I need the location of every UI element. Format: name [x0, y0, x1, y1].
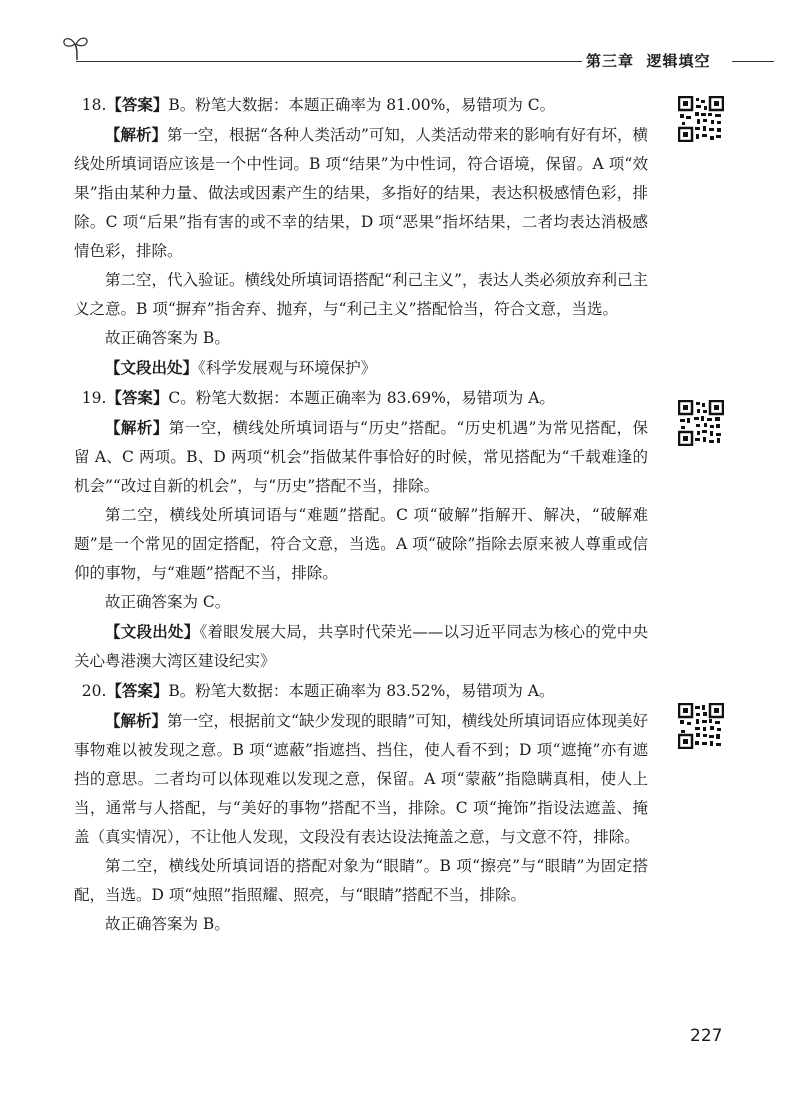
q18-conclusion: 故正确答案为 B。	[105, 329, 230, 347]
header-rule	[76, 61, 582, 62]
qr-code-icon[interactable]	[678, 703, 724, 749]
q20-analysis-tag: 【解析】	[105, 711, 168, 730]
q19-answer-text: C。粉笔大数据：本题正确率为 83.69%，易错项为 A。	[168, 389, 555, 407]
q18-second-blank: 第二空，代入验证。横线处所填词语搭配“利己主义”，表达人类必须放弃利己主义之意。B 项“摒弃”指舍弃、抛弃，与“利己主义”搭配恰当，符合文意，当选。	[74, 271, 648, 318]
q18-source-text: 《科学发展观与环境保护》	[198, 359, 377, 377]
q19-answer-line	[74, 383, 648, 413]
q18-analysis	[74, 120, 648, 266]
chapter-label: 第三章	[586, 52, 635, 70]
qr-code-icon[interactable]	[678, 400, 724, 446]
q20-answer-line	[74, 676, 648, 706]
q18-analysis-text: 第一空，根据“各种人类活动”可知，人类活动带来的影响有好有坏，横线处所填词语应该是一个中性词。B 项“结果”为中性词，符合语境，保留。A 项“效果”指由某种力量、做法或因素产生的结果，多指好的结果，表达积极感情色彩，排除。C 项“后果”指有害的或不幸的结果，D 项“恶果”指坏结果，二者均表达消极感情色彩，排除。	[74, 126, 648, 260]
header-rule-right	[732, 61, 774, 62]
q18-source-tag: 【文段出处】	[105, 358, 199, 377]
q19-second-blank: 第二空，横线处所填词语与“难题”搭配。C 项“破解”指解开、解决，“破解难题”是一个常见的固定搭配，符合文意，当选。A 项“破除”指除去原来被人尊重或信仰的事物，与“难题”搭配不当，排除。	[74, 506, 648, 582]
running-head	[586, 50, 710, 71]
q19-source	[74, 617, 648, 676]
q20-answer-text: B。粉笔大数据：本题正确率为 83.52%，易错项为 A。	[168, 682, 555, 700]
q20-analysis	[74, 706, 648, 852]
q18-answer-line	[74, 90, 648, 120]
section-label: 逻辑填空	[646, 52, 711, 70]
q19-source-tag: 【文段出处】	[105, 622, 200, 641]
q20-analysis-text: 第一空，根据前文“缺少发现的眼睛”可知，横线处所填词语应体现美好事物难以被发现之意。B 项“遮蔽”指遮挡、挡住，使人看不到；D 项“遮掩”亦有遮挡的意思。二者均可以体现难以发现之意，保留。A 项“蒙蔽”指隐瞒真相，使人上当，通常与人搭配，与“美好的事物”搭配不当，排除。C 项“掩饰”指设法遮盖、掩盖（真实情况），不让他人发现，文段没有表达设法掩盖之意，与文意不符，排除。	[74, 712, 648, 846]
q18-analysis-tag: 【解析】	[105, 125, 168, 144]
q20-answer-tag: 【答案】	[106, 681, 169, 700]
page-content	[74, 90, 648, 939]
qr-code-icon[interactable]	[678, 96, 724, 142]
leaf-sprout-icon	[60, 32, 94, 62]
q18-answer-tag: 【答案】	[106, 95, 169, 114]
q18-source	[74, 353, 648, 383]
q20-number: 20.	[81, 682, 107, 700]
q18-answer-text: B。粉笔大数据：本题正确率为 81.00%，易错项为 C。	[168, 96, 556, 114]
q19-number: 19.	[81, 389, 107, 407]
q20-conclusion: 故正确答案为 B。	[105, 915, 230, 933]
q19-analysis	[74, 413, 648, 501]
page-number: 227	[690, 1026, 723, 1046]
q18-number: 18.	[81, 96, 107, 114]
q19-analysis-text: 第一空，横线处所填词语与“历史”搭配。“历史机遇”为常见搭配，保留 A、C 两项。B、D 两项“机会”指做某件事恰好的时候，常见搭配为“千载难逢的机会”“改过自新的机会”，与“历史”搭配不当，排除。	[74, 419, 648, 495]
q19-answer-tag: 【答案】	[106, 388, 169, 407]
q20-second-blank: 第二空，横线处所填词语的搭配对象为“眼睛”。B 项“擦亮”与“眼睛”为固定搭配，当选。D 项“烛照”指照耀、照亮，与“眼睛”搭配不当，排除。	[74, 857, 648, 904]
q19-source-text: 《着眼发展大局，共享时代荣光——以习近平同志为核心的党中央关心粤港澳大湾区建设纪实》	[74, 623, 648, 670]
q19-analysis-tag: 【解析】	[105, 418, 169, 437]
q19-conclusion: 故正确答案为 C。	[105, 593, 231, 611]
